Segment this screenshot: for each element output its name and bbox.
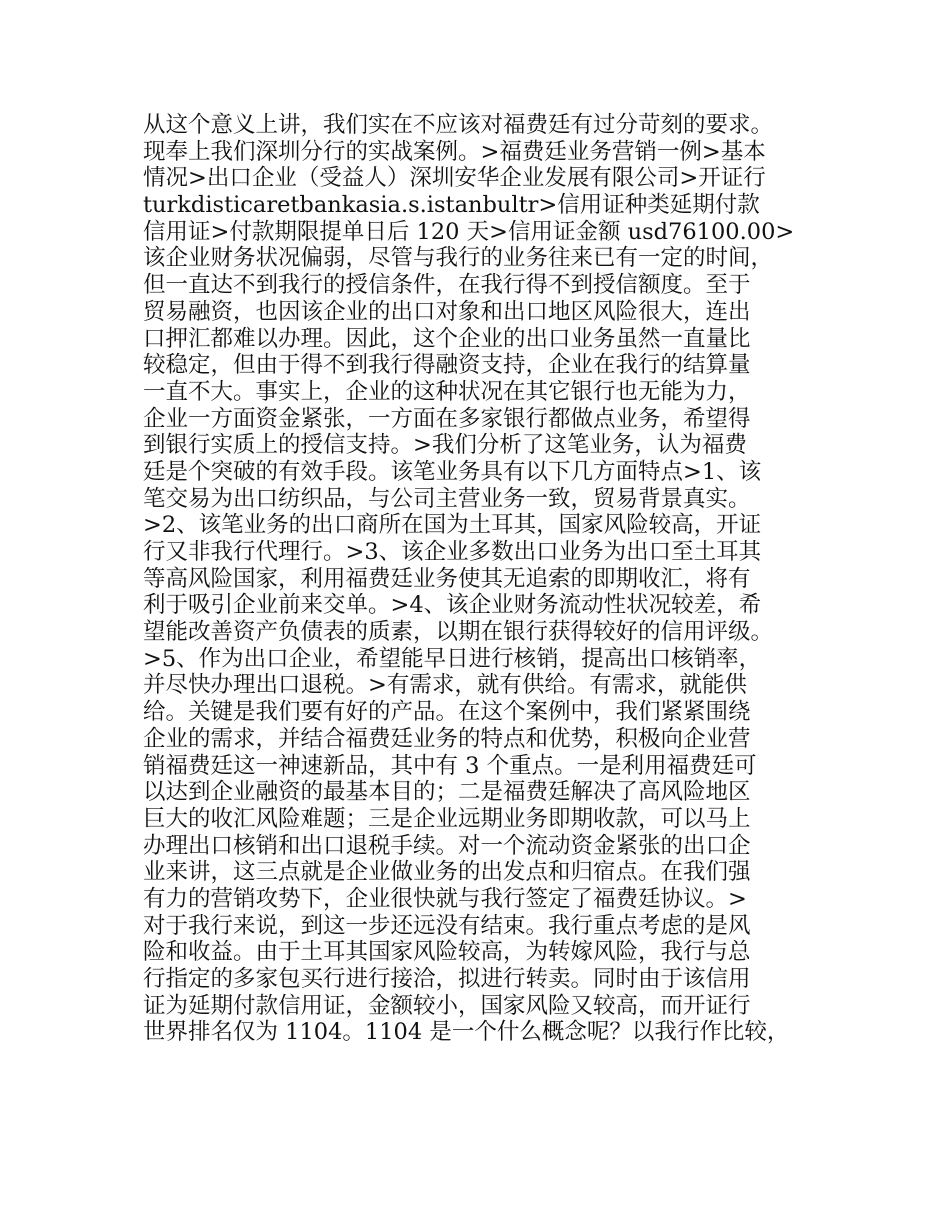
- text-line: >5、作为出口企业，希望能早日进行核销，提高出口核销率，: [143, 645, 762, 672]
- text-line: 等高风险国家，利用福费廷业务使其无追索的即期收汇，将有: [143, 565, 751, 592]
- text-line: 从这个意义上讲，我们实在不应该对福费廷有过分苛刻的要求。: [143, 112, 774, 138]
- text-line: 企业的需求，并结合福费廷业务的特点和优势，积极向企业营: [143, 725, 751, 752]
- text-line: 办理出口核销和出口退税手续。对一个流动资金紧张的出口企: [143, 832, 751, 859]
- text-line: 企业一方面资金紧张，一方面在多家银行都做点业务，希望得: [143, 405, 751, 432]
- text-line: 较稳定，但由于得不到我行得融资支持，企业在我行的结算量: [143, 352, 751, 379]
- text-line: 口押汇都难以办理。因此，这个企业的出口业务虽然一直量比: [143, 325, 751, 352]
- text-line: 廷是个突破的有效手段。该笔业务具有以下几方面特点>1、该: [143, 458, 762, 485]
- text-line: 到银行实质上的授信支持。>我们分析了这笔业务，认为福费: [143, 432, 747, 459]
- text-line: 该企业财务状况偏弱，尽管与我行的业务往来已有一定的时间，: [143, 245, 774, 272]
- text-line: 销福费廷这一神速新品，其中有 3 个重点。一是利用福费廷可: [143, 752, 757, 779]
- text-line: 证为延期付款信用证，金额较小，国家风险又较高，而开证行: [143, 992, 751, 1019]
- text-line: >2、该笔业务的出口商所在国为土耳其，国家风险较高，开证: [143, 512, 762, 539]
- text-line: 一直不大。事实上，企业的这种状况在其它银行也无能为力，: [143, 378, 751, 405]
- text-line: 笔交易为出口纺织品，与公司主营业务一致，贸易背景真实。: [143, 485, 751, 512]
- text-line: 行又非我行代理行。>3、该企业多数出口业务为出口至土耳其: [143, 539, 762, 565]
- text-line: 望能改善资产负债表的质素，以期在银行获得较好的信用评级。: [143, 619, 774, 646]
- text-line: 巨大的收汇风险难题；三是企业远期业务即期收款，可以马上: [143, 805, 751, 832]
- text-line: 利于吸引企业前来交单。>4、该企业财务流动性状况较差，希: [143, 592, 762, 619]
- text-line: 业来讲，这三点就是企业做业务的出发点和归宿点。在我们强: [143, 859, 751, 886]
- text-line: 贸易融资，也因该企业的出口对象和出口地区风险很大，连出: [143, 298, 751, 325]
- text-line: 以达到企业融资的最基本目的；二是福费廷解决了高风险地区: [143, 779, 751, 806]
- document-body: [143, 112, 833, 1046]
- text-line: 给。关键是我们要有好的产品。在这个案例中，我们紧紧围绕: [143, 699, 751, 726]
- text-line: 险和收益。由于土耳其国家风险较高，为转嫁风险，我行与总: [143, 939, 751, 966]
- text-line: 世界排名仅为 1104。1104 是一个什么概念呢？以我行作比较，: [143, 1019, 790, 1046]
- text-line: 现奉上我们深圳分行的实战案例。>福费廷业务营销一例>基本: [143, 138, 766, 165]
- text-line: 但一直达不到我行的授信条件，在我行得不到授信额度。至于: [143, 272, 751, 299]
- text-line: 行指定的多家包买行进行接洽，拟进行转卖。同时由于该信用: [143, 966, 751, 992]
- text-line: 有力的营销攻势下，企业很快就与我行签定了福费廷协议。>: [143, 885, 747, 912]
- text-line: turkdisticaretbankasia.s.istanbultr>信用证种类延期付款: [143, 192, 760, 219]
- text-line: 情况>出口企业（受益人）深圳安华企业发展有限公司>开证行: [143, 165, 766, 192]
- text-line: 并尽快办理出口退税。>有需求，就有供给。有需求，就能供: [143, 672, 747, 699]
- text-line: 信用证>付款期限提单日后 120 天>信用证金额 usd76100.00>: [143, 218, 795, 245]
- text-line: 对于我行来说，到这一步还远没有结束。我行重点考虑的是风: [143, 912, 751, 939]
